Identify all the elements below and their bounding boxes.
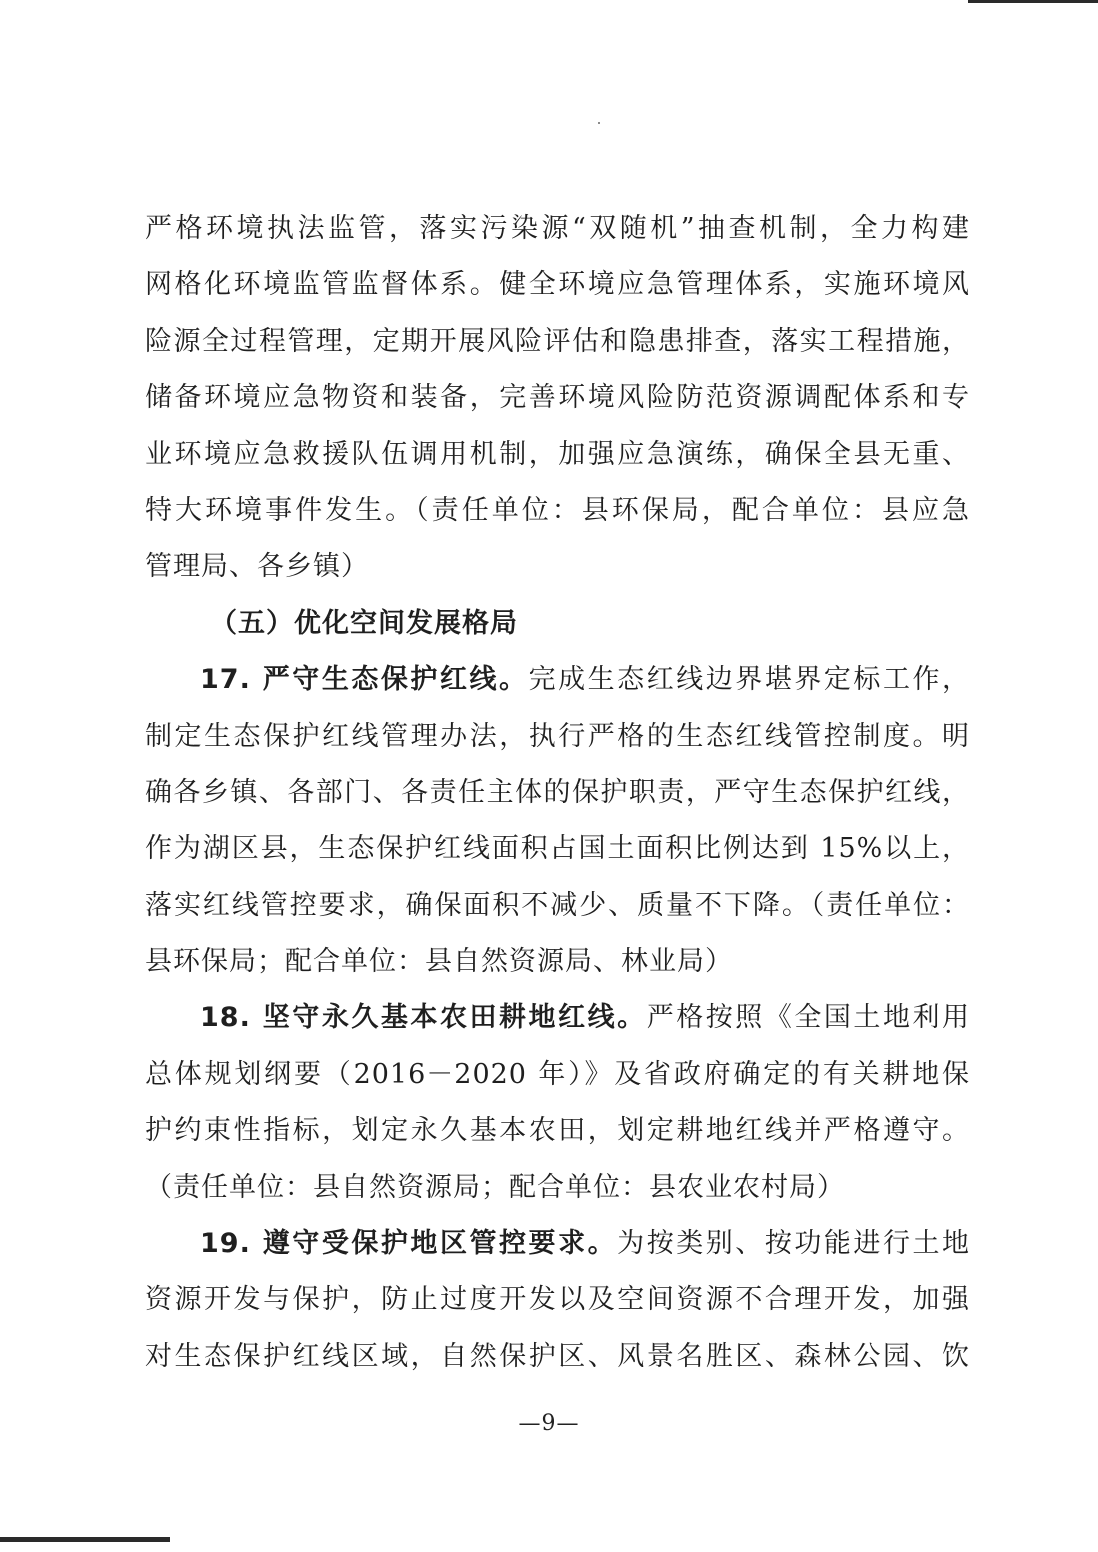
paragraph-line: 制定生态保护红线管理办法，执行严格的生态红线管控制度。明: [145, 720, 970, 752]
paragraph-line: 储备环境应急物资和装备，完善环境风险防范资源调配体系和专: [145, 382, 970, 414]
item-18-title: 18. 坚守永久基本农田耕地红线。: [200, 1002, 647, 1034]
document-body: [145, 201, 970, 1385]
item-17-title: 17. 严守生态保护红线。: [200, 664, 529, 696]
paragraph-line: 护约束性指标，划定永久基本农田，划定耕地红线并严格遵守。: [145, 1115, 970, 1147]
paragraph-line: 对生态保护红线区域，自然保护区、风景名胜区、森林公园、饮: [145, 1340, 970, 1372]
page-number: —9—: [518, 1411, 580, 1436]
item-19-title: 19. 遵守受保护地区管控要求。: [200, 1228, 618, 1260]
section-heading: （五）优化空间发展格局: [210, 607, 518, 639]
paragraph-line: 资源开发与保护，防止过度开发以及空间资源不合理开发，加强: [145, 1284, 970, 1316]
paragraph-line: 总体规划纲要（2016－2020 年）》及省政府确定的有关耕地保: [145, 1058, 970, 1090]
paragraph-line: 特大环境事件发生。（责任单位：县环保局，配合单位：县应急: [145, 494, 970, 526]
scan-dust-speck: [598, 122, 600, 124]
paragraph-line: 险源全过程管理，定期开展风险评估和隐患排查，落实工程措施，: [145, 325, 970, 357]
item-19-first-line: [145, 1216, 970, 1272]
item-18-text: 严格按照《全国土地利用: [646, 1002, 970, 1034]
item-19-text: 为按类别、按功能进行土地: [617, 1228, 970, 1260]
paragraph-line: 管理局、各乡镇）: [145, 551, 369, 583]
paragraph-line: 网格化环境监管监督体系。健全环境应急管理体系，实施环境风: [145, 269, 970, 301]
item-17-first-line: [145, 652, 970, 708]
paragraph-line: 业环境应急救援队伍调用机制，加强应急演练，确保全县无重、: [145, 438, 970, 470]
item-17-text: 完成生态红线边界堪界定标工作，: [528, 664, 970, 696]
paragraph-line: 落实红线管控要求，确保面积不减少、质量不下降。（责任单位：: [145, 889, 970, 921]
scan-edge-bottom: [0, 1537, 170, 1542]
paragraph-line: 严格环境执法监管，落实污染源“双随机”抽查机制，全力构建: [145, 213, 970, 244]
item-18-first-line: [145, 990, 970, 1046]
paragraph-line: 县环保局；配合单位：县自然资源局、林业局）: [145, 946, 733, 978]
paragraph-line: （责任单位：县自然资源局；配合单位：县农业农村局）: [145, 1171, 845, 1203]
paragraph-line: 确各乡镇、各部门、各责任主体的保护职责，严守生态保护红线，: [145, 776, 970, 808]
scan-edge-top: [968, 0, 1098, 3]
paragraph-line: 作为湖区县，生态保护红线面积占国土面积比例达到 15%以上，: [145, 833, 970, 865]
